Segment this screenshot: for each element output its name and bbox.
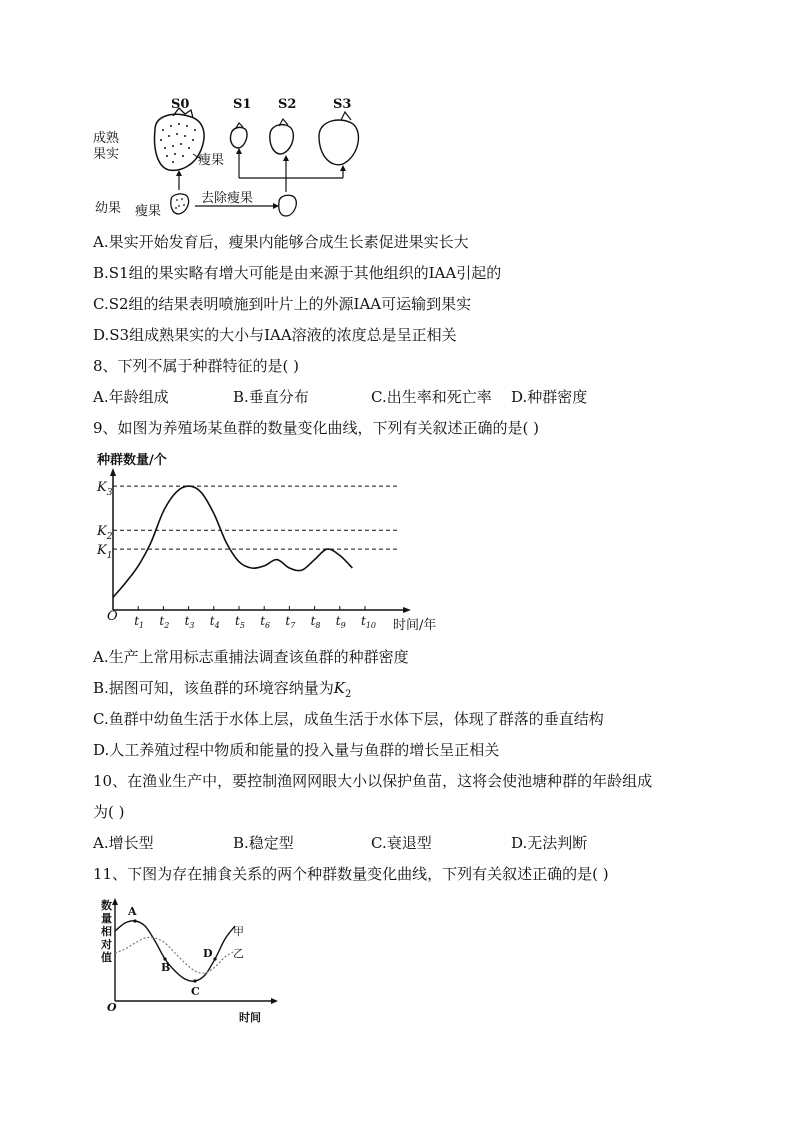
x-tick-t6: $t_6$ <box>260 614 271 630</box>
q8-option-d: D.种群密度 <box>511 388 588 406</box>
q8-option-a: A.年龄组成 <box>93 388 169 406</box>
x-tick-t8: $t_8$ <box>310 614 321 630</box>
chart2-origin: O <box>107 1001 117 1014</box>
point-mark-c <box>193 979 196 982</box>
row-label-mature-1: 成熟 <box>93 131 120 146</box>
x-tick-t7: $t_7$ <box>285 614 296 630</box>
y-tick-k1: $K_1$ <box>97 543 113 562</box>
x-tick-t10: $t_{10}$ <box>361 614 377 630</box>
fish-population-chart <box>93 448 453 638</box>
chart1-origin: O <box>107 609 118 624</box>
row-label-young: 幼果 <box>95 201 122 216</box>
label-s0: S0 <box>171 97 190 112</box>
point-mark-a <box>133 919 136 922</box>
chart2-xlabel: 时间 <box>239 1011 261 1024</box>
y-tick-k2: $K_2$ <box>97 524 113 543</box>
q10-stem-1: 10、在渔业生产中，要控制渔网网眼大小以保护鱼苗，这将会使池塘种群的年龄组成 <box>93 772 653 790</box>
q9-option-b: B.据图可知，该鱼群的环境容纳量为 <box>93 679 334 697</box>
point-label-d: D <box>203 947 213 960</box>
strawberry-s0-icon <box>155 108 205 170</box>
q9-option-b-sub: 2 <box>345 689 352 700</box>
row-label-mature-2: 果实 <box>93 147 120 162</box>
label-s3: S3 <box>333 97 352 112</box>
q8-option-c: C.出生率和死亡率 <box>371 388 492 406</box>
q9-option-b-k: K <box>333 679 346 697</box>
achene-label-top: 瘦果 <box>198 153 225 168</box>
q10-option-d: D.无法判断 <box>511 834 588 852</box>
q8-option-b: B.垂直分布 <box>233 388 309 406</box>
x-tick-t2: $t_2$ <box>159 614 170 630</box>
q8-stem: 8、下列不属于种群特征的是( ) <box>93 357 300 375</box>
point-mark-d <box>213 957 216 960</box>
predator-prey-chart <box>93 895 283 1025</box>
q9-stem: 9、如图为养殖场某鱼群的数量变化曲线，下列有关叙述正确的是( ) <box>93 419 540 437</box>
strawberry-s2-icon <box>270 125 294 154</box>
arrow-label: 去除瘦果 <box>201 191 254 206</box>
q7-option-d: D.S3组成熟果实的大小与IAA溶液的浓度总是呈正相关 <box>93 326 457 344</box>
chart2-series-jia-line <box>115 921 235 981</box>
q10-stem-2: 为( ) <box>93 803 125 821</box>
chart1-ylabel: 种群数量/个 <box>97 453 167 468</box>
q7-option-c: C.S2组的结果表明喷施到叶片上的外源IAA可运输到果实 <box>93 295 472 313</box>
q10-option-c: C.衰退型 <box>371 834 432 852</box>
chart1-xlabel: 时间/年 <box>393 618 437 633</box>
q10-option-b: B.稳定型 <box>233 834 294 852</box>
x-tick-t1: $t_1$ <box>134 614 145 630</box>
chart2-legend-yi: 乙 <box>233 947 244 960</box>
q9-option-a: A.生产上常用标志重捕法调查该鱼群的种群密度 <box>93 648 409 666</box>
q9-option-c: C.鱼群中幼鱼生活于水体上层，成鱼生活于水体下层，体现了群落的垂直结构 <box>93 710 604 728</box>
point-mark-b <box>163 957 166 960</box>
young-strawberry-icon <box>171 194 189 214</box>
strawberry-s1-icon <box>230 127 247 148</box>
q7-option-a: A.果实开始发育后，瘦果内能够合成生长素促进果实长大 <box>93 233 469 251</box>
q11-stem: 11、下图为存在捕食关系的两个种群数量变化曲线，下列有关叙述正确的是( ) <box>93 865 609 883</box>
strawberry-s3-icon <box>319 120 358 165</box>
point-label-b: B <box>161 961 171 974</box>
x-tick-t9: $t_9$ <box>335 614 346 630</box>
x-tick-t4: $t_4$ <box>209 614 220 630</box>
young-strawberry-removed-icon <box>279 195 297 216</box>
x-tick-t5: $t_5$ <box>235 614 245 630</box>
chart2-ylabel: 数量相对值 <box>101 899 112 964</box>
q9-option-b-line <box>93 678 351 705</box>
chart2-legend-jia: 甲 <box>233 925 244 938</box>
label-s1: S1 <box>233 97 252 112</box>
point-label-a: A <box>128 905 137 918</box>
q7-option-b: B.S1组的果实略有增大可能是由来源于其他组织的IAA引起的 <box>93 264 502 282</box>
achene-label-bottom: 瘦果 <box>135 204 162 219</box>
y-tick-k3: $K_3$ <box>97 480 113 499</box>
strawberry-figure <box>93 90 393 220</box>
q9-option-d: D.人工养殖过程中物质和能量的投入量与鱼群的增长呈正相关 <box>93 741 500 759</box>
point-label-c: C <box>191 985 200 998</box>
q10-option-a: A.增长型 <box>93 834 154 852</box>
chart1-series-line <box>113 486 352 597</box>
label-s2: S2 <box>278 97 297 112</box>
x-tick-t3: $t_3$ <box>184 614 195 630</box>
